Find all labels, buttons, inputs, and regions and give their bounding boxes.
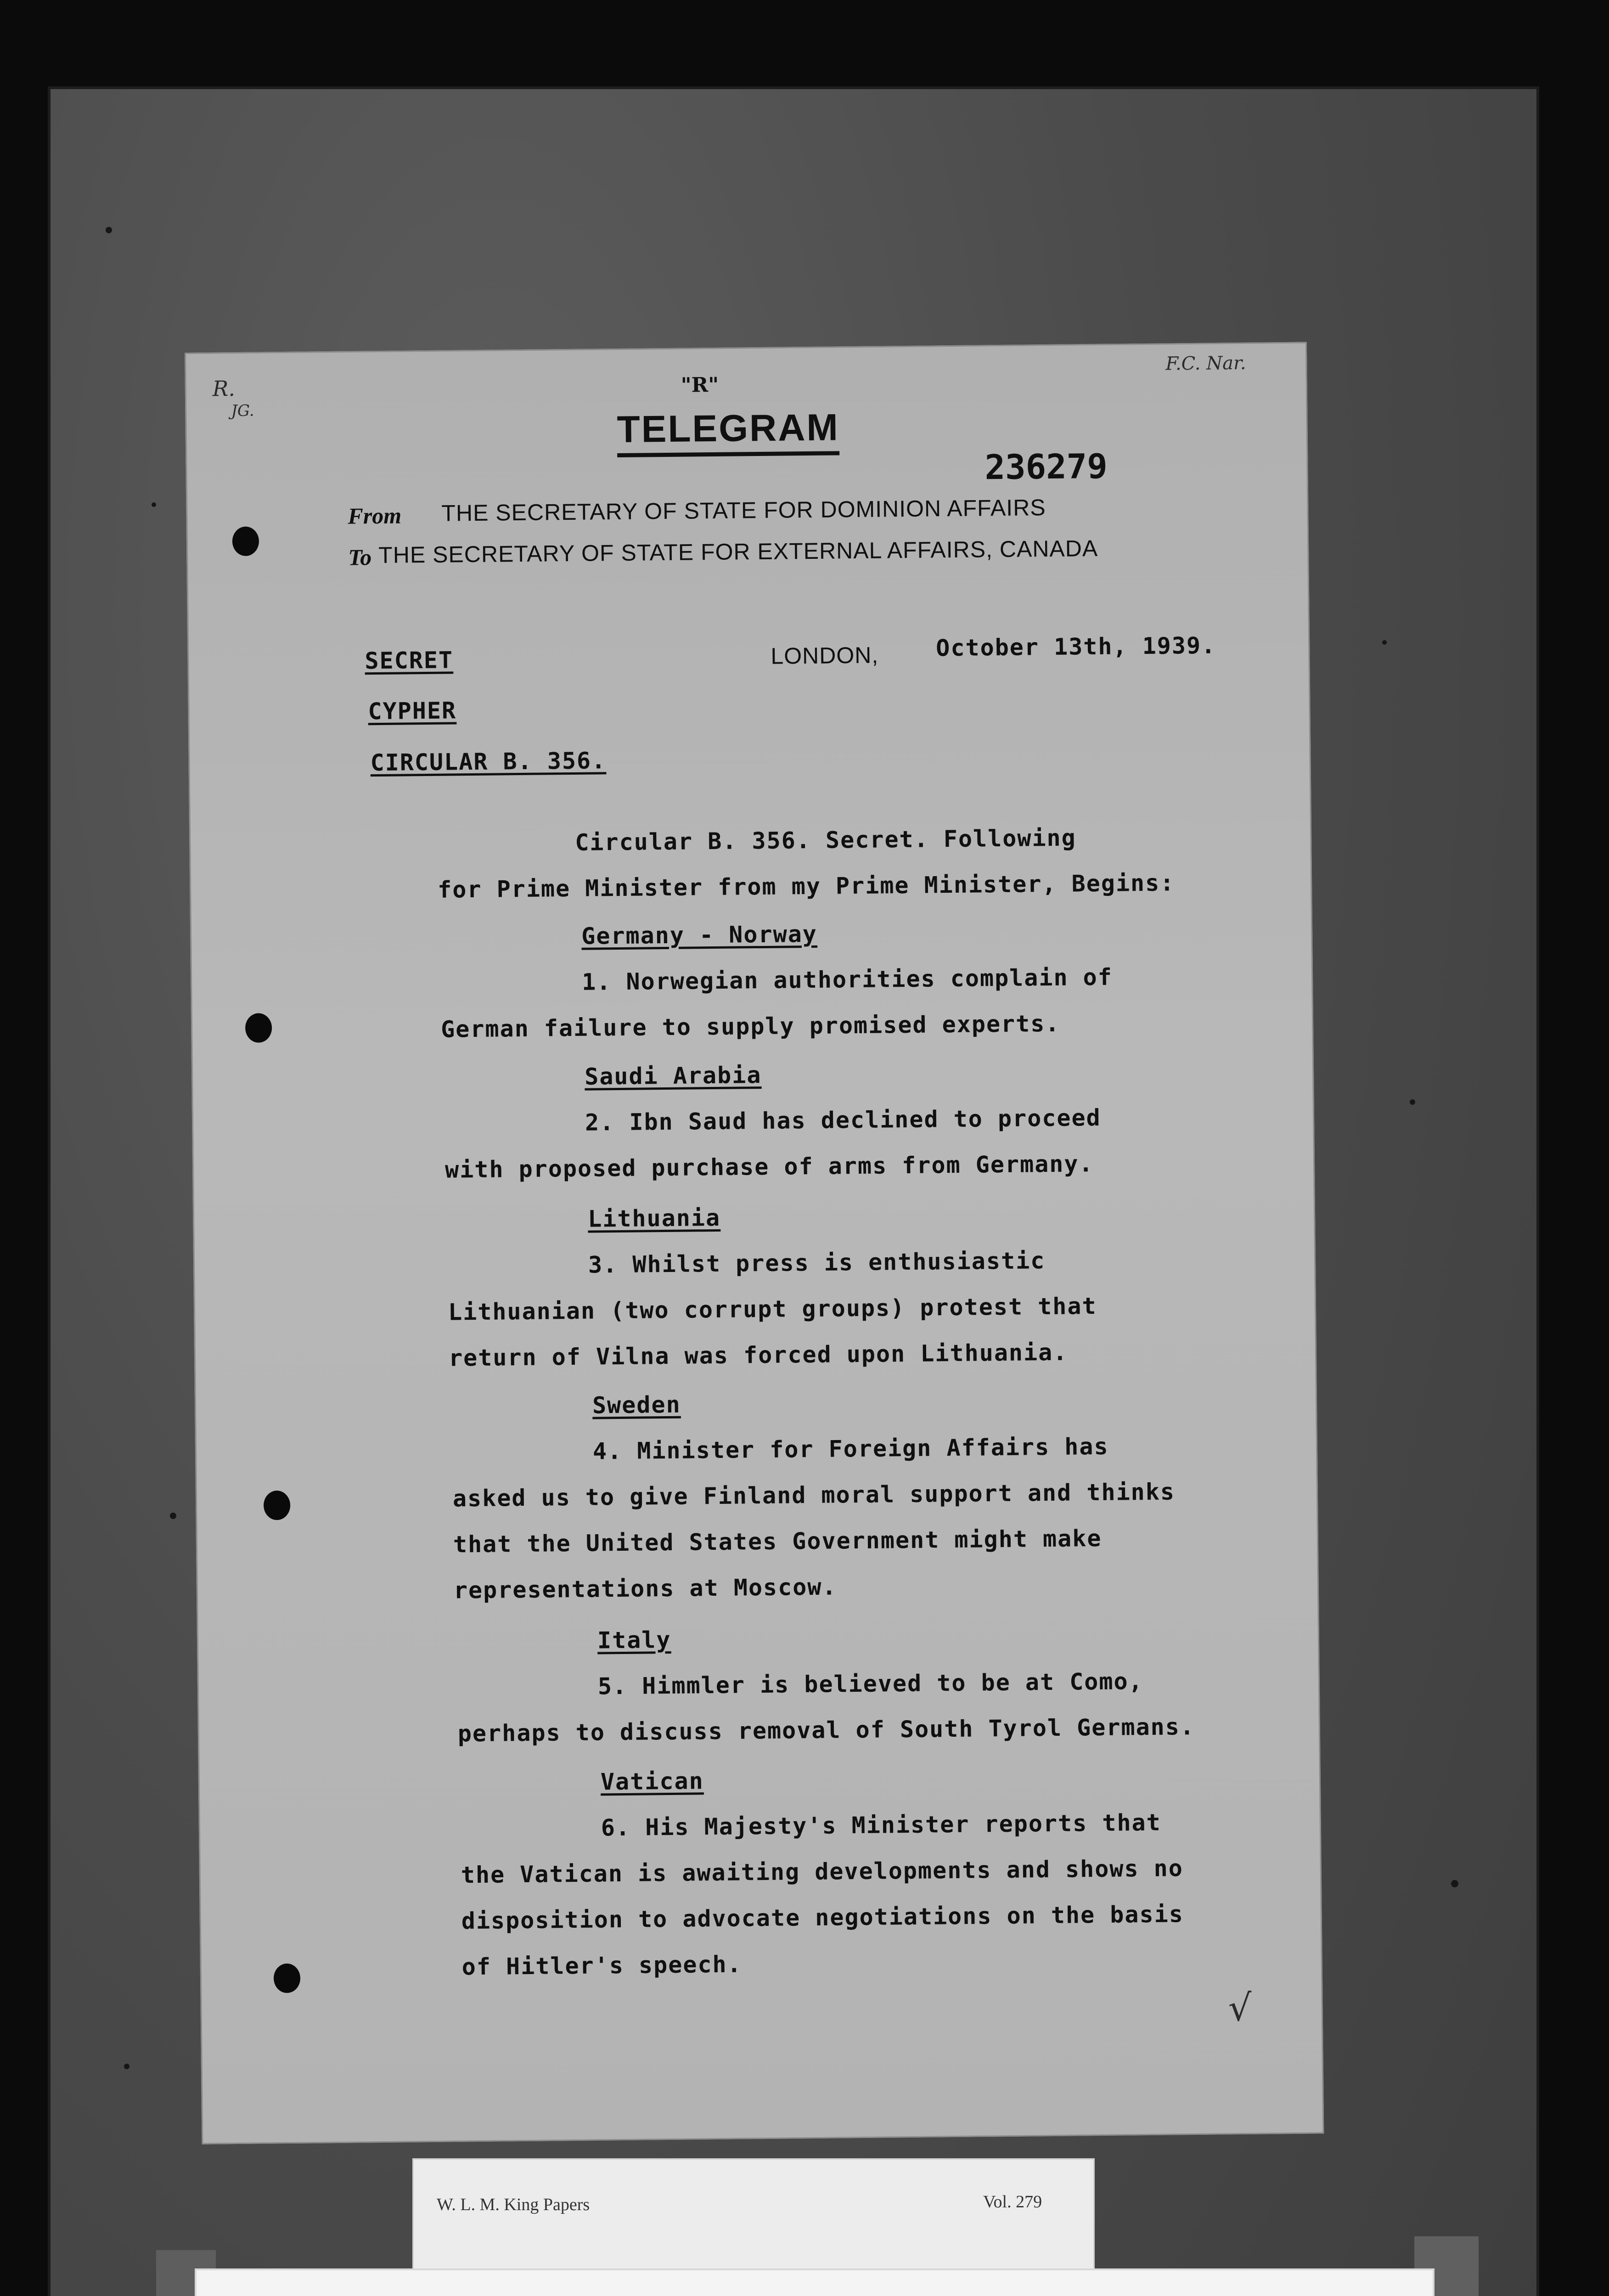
circular-reference: CIRCULAR B. 356. [370, 747, 607, 777]
section-heading: Italy [597, 1626, 671, 1654]
body-line: for Prime Minister from my Prime Minister, Begins: [437, 869, 1175, 903]
section-line: Lithuanian (two corrupt groups) protest that [448, 1293, 1097, 1326]
section-line: representations at Moscow. [453, 1573, 837, 1604]
archives-card [195, 2268, 1435, 2296]
section-line: return of Vilna was forced upon Lithuania. [448, 1339, 1068, 1372]
section-line: that the United States Government might make [453, 1525, 1102, 1558]
telegram-title: TELEGRAM [617, 406, 839, 457]
date: October 13th, 1939. [935, 632, 1216, 662]
tick-mark: √ [1228, 1986, 1252, 2030]
section-line: of Hitler's speech. [461, 1951, 742, 1981]
telegram-sheet [185, 342, 1324, 2144]
section-line: German failure to supply promised experts. [440, 1010, 1060, 1043]
section-line: with proposed purchase of arms from Germany. [444, 1150, 1094, 1183]
section-heading: Germany - Norway [581, 920, 818, 950]
section-heading: Saudi Arabia [584, 1062, 762, 1090]
telegram-number: 236279 [985, 446, 1108, 488]
section-heading: Lithuania [587, 1204, 721, 1232]
place: LONDON, [771, 642, 879, 669]
section-heading: Sweden [592, 1391, 681, 1419]
quote-mark: "R" [681, 373, 719, 397]
to-label: To [348, 544, 372, 570]
volume-label: Vol. 279 [983, 2192, 1042, 2212]
section-line: 2. Ibn Saud has declined to proceed [585, 1104, 1101, 1136]
section-line: disposition to advocate negotiations on the basis [461, 1901, 1184, 1935]
punch-hole [232, 526, 259, 556]
archive-slip [412, 2158, 1095, 2274]
transmission-mode: CYPHER [368, 697, 457, 725]
from-text: THE SECRETARY OF STATE FOR DOMINION AFFAIRS [441, 495, 1046, 526]
section-line: 5. Himmler is believed to be at Como, [597, 1668, 1143, 1700]
margin-note-left-2: JG. [231, 401, 254, 421]
classification: SECRET [365, 647, 454, 675]
section-line: the Vatican is awaiting developments and shows no [461, 1855, 1184, 1889]
section-heading: Vatican [600, 1767, 704, 1795]
collection-label: W. L. M. King Papers [437, 2195, 590, 2214]
section-line: 3. Whilst press is enthusiastic [588, 1247, 1046, 1278]
margin-note-left: R. [212, 376, 236, 401]
section-line: 1. Norwegian authorities complain of [581, 963, 1113, 996]
section-line: perhaps to discuss removal of South Tyrol Germans. [457, 1713, 1195, 1747]
punch-hole [245, 1013, 272, 1043]
body-line: Circular B. 356. Secret. Following [575, 824, 1077, 856]
margin-note-right: F.C. Nar. [1165, 352, 1246, 375]
from-label: From [348, 502, 402, 529]
section-line: 4. Minister for Foreign Affairs has [592, 1433, 1109, 1465]
punch-hole [274, 1964, 301, 1993]
section-line: asked us to give Finland moral support and thinks [452, 1478, 1176, 1512]
to-text: THE SECRETARY OF STATE FOR EXTERNAL AFFAIRS, CANADA [378, 535, 1098, 568]
section-line: 6. His Majesty's Minister reports that [601, 1809, 1162, 1841]
punch-hole [264, 1491, 291, 1520]
